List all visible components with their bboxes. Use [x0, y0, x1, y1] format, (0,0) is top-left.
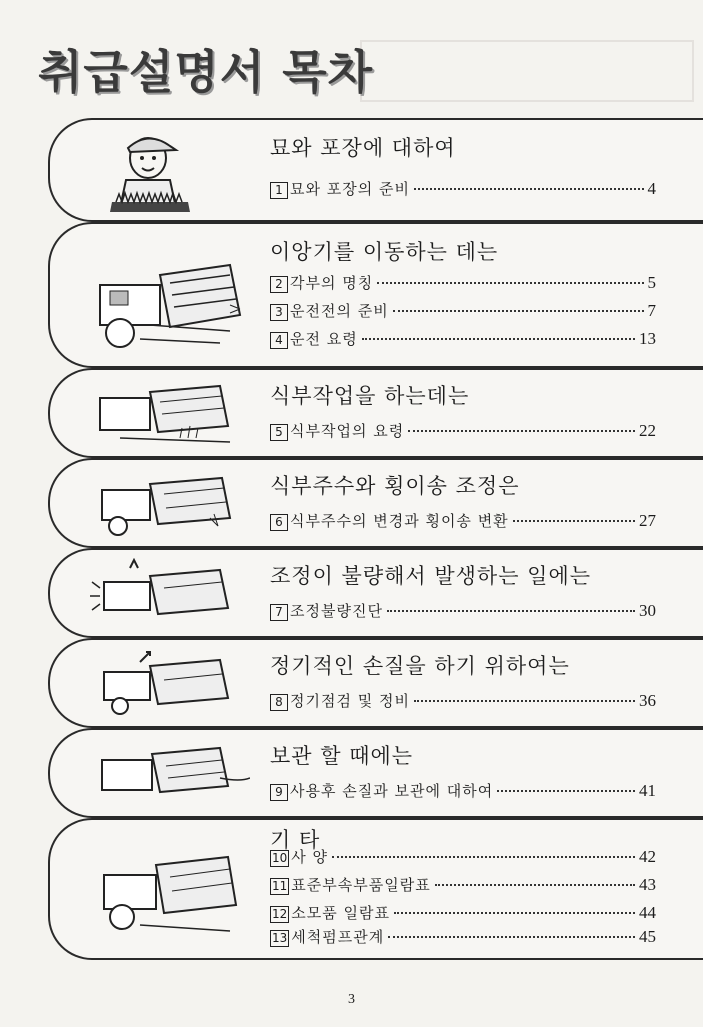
- maintenance-illustration: [80, 648, 250, 718]
- toc-section: [48, 368, 703, 458]
- planting-illustration: [80, 378, 250, 448]
- entry-page: 5: [647, 273, 656, 292]
- entry-page: 30: [639, 601, 656, 620]
- entry-label: 사 양: [291, 848, 329, 866]
- leader-dots: [394, 912, 635, 914]
- entry-page: 36: [639, 691, 656, 710]
- toc-section: [48, 548, 703, 638]
- toc-section: [48, 728, 703, 818]
- toc-entry[interactable]: [270, 300, 656, 321]
- section-heading: 보관 할 때에는: [270, 744, 414, 768]
- entry-label: 정기점검 및 정비: [290, 692, 410, 710]
- chapter-number: 1: [270, 182, 288, 199]
- entry-page: 41: [639, 781, 656, 800]
- entry-page: 27: [639, 511, 656, 530]
- toc-entry[interactable]: [270, 690, 656, 711]
- page-title: 취급설명서 목차: [38, 45, 374, 99]
- entry-page: 13: [639, 329, 656, 348]
- toc-section: [48, 118, 703, 222]
- entry-page: 43: [639, 875, 656, 894]
- toc-section: [48, 458, 703, 548]
- entry-label: 운전전의 준비: [290, 302, 389, 320]
- chapter-number: 9: [270, 784, 288, 801]
- leader-dots: [497, 790, 635, 792]
- entry-label: 식부작업의 요령: [290, 422, 405, 440]
- entry-label: 묘와 포장의 준비: [290, 180, 410, 198]
- section-heading: 정기적인 손질을 하기 위하여는: [270, 654, 570, 678]
- chapter-number: 6: [270, 514, 288, 531]
- entry-label: 각부의 명칭: [290, 274, 374, 292]
- leader-dots: [387, 610, 635, 612]
- entry-label: 소모품 일람표: [291, 904, 390, 922]
- toc-section: [48, 638, 703, 728]
- chapter-number: 11: [272, 879, 288, 893]
- specifications-illustration: [80, 828, 250, 950]
- toc-entry[interactable]: [270, 600, 656, 621]
- section-heading: 조정이 불량해서 발생하는 일에는: [270, 564, 592, 588]
- chapter-number: 8: [270, 694, 288, 711]
- toc-section: [48, 222, 703, 368]
- section-heading: 묘와 포장에 대하여: [270, 136, 456, 160]
- toc-entry[interactable]: [270, 902, 656, 923]
- entry-label: 사용후 손질과 보관에 대하여: [290, 782, 494, 800]
- page-number: 3: [348, 992, 355, 1007]
- leader-dots: [393, 310, 644, 312]
- entry-page: 44: [639, 903, 656, 922]
- adjustment-illustration: [80, 468, 250, 538]
- toc-entry[interactable]: [270, 926, 656, 947]
- toc-entry[interactable]: [270, 874, 656, 895]
- leader-dots: [408, 430, 635, 432]
- toc-entry[interactable]: [270, 272, 656, 293]
- toc-entry[interactable]: [270, 328, 656, 349]
- entry-page: 7: [647, 301, 656, 320]
- entry-page: 4: [647, 179, 656, 198]
- leader-dots: [414, 700, 635, 702]
- section-heading: 식부주수와 횡이송 조정은: [270, 474, 520, 498]
- chapter-number: 7: [270, 604, 288, 621]
- entry-page: 42: [639, 847, 656, 866]
- chapter-number: 2: [270, 276, 288, 293]
- entry-label: 조정불량진단: [290, 602, 383, 620]
- toc-section: [48, 818, 703, 960]
- entry-label: 세척펌프관계: [291, 928, 385, 946]
- chapter-number: 10: [272, 851, 288, 865]
- toc-entry[interactable]: [270, 780, 656, 801]
- entry-label: 운전 요령: [290, 330, 358, 348]
- leader-dots: [435, 884, 635, 886]
- chapter-number: 3: [270, 304, 288, 321]
- leader-dots: [513, 520, 635, 522]
- leader-dots: [414, 188, 644, 190]
- entry-page: 22: [639, 421, 656, 440]
- toc-entry[interactable]: [270, 420, 656, 441]
- toc-entry[interactable]: [270, 178, 656, 199]
- section-heading: 기 타: [270, 828, 321, 852]
- section-heading: 식부작업을 하는데는: [270, 384, 470, 408]
- chapter-number: 5: [270, 424, 288, 441]
- chapter-number: 13: [272, 931, 288, 945]
- toc-entry[interactable]: [270, 510, 656, 531]
- entry-label: 표준부속부품일람표: [291, 876, 431, 894]
- section-heading: 이앙기를 이동하는 데는: [270, 240, 499, 264]
- entry-label: 식부주수의 변경과 횡이송 변환: [290, 512, 509, 530]
- chapter-number: 12: [272, 907, 288, 921]
- toc-entry[interactable]: [270, 846, 656, 867]
- entry-page: 45: [639, 927, 656, 946]
- farmer-illustration: [80, 128, 250, 212]
- leader-dots: [377, 282, 643, 284]
- chapter-number: 4: [270, 332, 288, 349]
- leader-dots: [362, 338, 635, 340]
- bleed-through-box: [360, 40, 694, 102]
- leader-dots: [388, 936, 635, 938]
- storage-illustration: [80, 738, 250, 808]
- rice-transplanter-illustration: [80, 232, 250, 358]
- leader-dots: [332, 856, 635, 858]
- troubleshooting-illustration: [80, 558, 250, 628]
